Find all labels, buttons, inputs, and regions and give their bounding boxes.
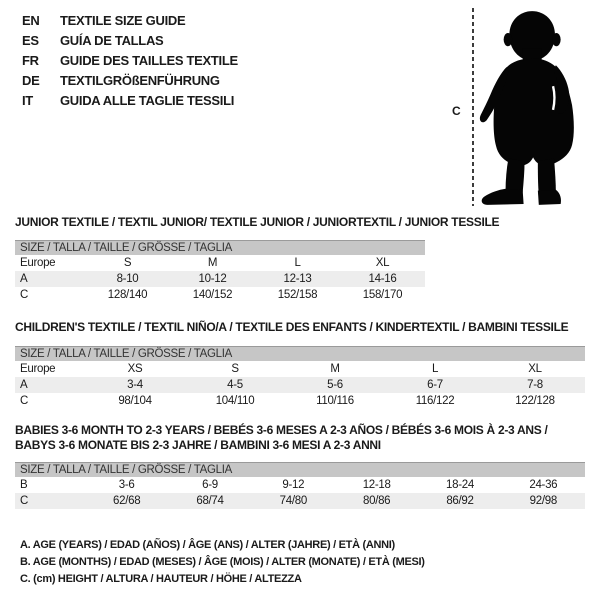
size-cell: 8-10 — [116, 273, 139, 285]
size-header-bar: SIZE / TALLA / TAILLE / GRÖSSE / TAGLIA — [15, 240, 425, 255]
row-label: C — [20, 289, 29, 301]
language-title: GUIDA ALLE TAGLIE TESSILI — [60, 93, 235, 108]
size-cell: M — [330, 363, 340, 375]
row-label: A — [20, 379, 28, 391]
size-cell: 110/116 — [316, 395, 354, 407]
table-body — [15, 477, 585, 509]
size-cell: 98/104 — [118, 395, 152, 407]
height-measure-label: C — [452, 104, 461, 118]
size-cell: 14-16 — [368, 273, 397, 285]
table-row — [15, 493, 585, 509]
size-cell: XL — [375, 257, 390, 269]
size-cell: 152/158 — [277, 289, 318, 301]
language-title: GUIDE DES TAILLES TEXTILE — [60, 53, 238, 68]
size-cell: 7-8 — [527, 379, 543, 391]
table-row — [15, 255, 425, 271]
size-cell: 12-18 — [362, 479, 391, 491]
language-code: EN — [22, 13, 40, 28]
table-row — [15, 271, 425, 287]
size-cell: XS — [127, 363, 143, 375]
table-body — [15, 255, 425, 303]
size-cell: 6-7 — [427, 379, 443, 391]
language-row-en — [22, 11, 238, 31]
size-cell: 86/92 — [446, 495, 474, 507]
children-size-table — [15, 346, 585, 409]
size-cell: S — [123, 257, 132, 269]
size-cell: 3-6 — [118, 479, 135, 491]
size-cell: 18-24 — [446, 479, 474, 491]
babies-table-title-line1: BABIES 3-6 MONTH TO 2-3 YEARS / BEBÉS 3-6 MESES A 2-3 AÑOS / BÉBÉS 3-6 MOIS À 2-3 ANS / — [15, 423, 548, 437]
language-code: ES — [22, 33, 39, 48]
size-cell: 10-12 — [198, 273, 227, 285]
size-cell: 116/122 — [415, 395, 455, 407]
size-cell: 104/110 — [215, 395, 255, 407]
size-cell: 68/74 — [196, 495, 224, 507]
size-cell: 62/68 — [113, 495, 141, 507]
language-row-es — [22, 31, 238, 51]
table-row — [15, 287, 425, 303]
size-cell: 122/128 — [515, 395, 555, 407]
language-row-fr — [22, 51, 238, 71]
size-cell: 128/140 — [107, 289, 148, 301]
table-row — [15, 361, 585, 377]
size-cell: 140/152 — [192, 289, 233, 301]
table-row — [15, 377, 585, 393]
row-label: Europe — [20, 257, 56, 269]
babies-size-table — [15, 462, 585, 509]
children-table-title: CHILDREN'S TEXTILE / TEXTIL NIÑO/A / TEXTILE DES ENFANTS / KINDERTEXTIL / BAMBINI TESSILE — [15, 320, 569, 334]
language-code: IT — [22, 93, 33, 108]
size-cell: 9-12 — [282, 479, 305, 491]
measure-legend — [20, 537, 425, 588]
size-cell: 80/86 — [363, 495, 391, 507]
row-label: C — [20, 395, 29, 407]
table-body — [15, 361, 585, 409]
size-cell: 92/98 — [529, 495, 557, 507]
size-cell: M — [207, 257, 218, 269]
row-label: A — [20, 273, 28, 285]
height-dotted-line — [472, 8, 474, 206]
row-label: B — [20, 479, 28, 491]
size-cell: L — [431, 363, 439, 375]
language-list — [22, 11, 238, 111]
size-header-bar: SIZE / TALLA / TAILLE / GRÖSSE / TAGLIA — [15, 462, 585, 477]
size-cell: 24-36 — [529, 479, 558, 491]
table-row — [15, 477, 585, 493]
size-cell: 4-5 — [227, 379, 243, 391]
legend-line-c: C. (cm) HEIGHT / ALTURA / HAUTEUR / HÖHE / ALTEZZA — [20, 573, 302, 585]
size-header-bar: SIZE / TALLA / TAILLE / GRÖSSE / TAGLIA — [15, 346, 585, 361]
size-cell: 12-13 — [283, 273, 312, 285]
size-cell: L — [294, 257, 301, 269]
size-cell: 158/170 — [362, 289, 403, 301]
language-title: TEXTILGRÖßENFÜHRUNG — [60, 73, 220, 88]
size-cell: 3-4 — [127, 379, 143, 391]
babies-table-title-line2: BABYS 3-6 MONATE BIS 2-3 JAHRE / BAMBINI 3-6 MESI A 2-3 ANNI — [15, 438, 381, 452]
table-row — [15, 393, 585, 409]
language-title: GUÍA DE TALLAS — [60, 33, 164, 48]
row-label: C — [20, 495, 29, 507]
row-label: Europe — [20, 363, 56, 375]
legend-line-a: A. AGE (YEARS) / EDAD (AÑOS) / ÂGE (ANS) / ALTER (JAHRE) / ETÀ (ANNI) — [20, 539, 395, 551]
size-cell: S — [231, 363, 239, 375]
size-cell: 6-9 — [202, 479, 218, 491]
size-cell: XL — [528, 363, 542, 375]
size-cell: 74/80 — [279, 495, 307, 507]
language-title: TEXTILE SIZE GUIDE — [60, 13, 186, 28]
language-code: FR — [22, 53, 39, 68]
junior-table-title: JUNIOR TEXTILE / TEXTIL JUNIOR/ TEXTILE JUNIOR / JUNIORTEXTIL / JUNIOR TESSILE — [15, 215, 500, 229]
language-row-de — [22, 71, 238, 91]
size-cell: 5-6 — [327, 379, 343, 391]
baby-silhouette-icon — [478, 6, 592, 210]
legend-line-b: B. AGE (MONTHS) / EDAD (MESES) / ÂGE (MOIS) / ALTER (MONATE) / ETÀ (MESI) — [20, 556, 425, 568]
language-row-it — [22, 91, 238, 111]
junior-size-table — [15, 240, 425, 303]
language-code: DE — [22, 73, 40, 88]
